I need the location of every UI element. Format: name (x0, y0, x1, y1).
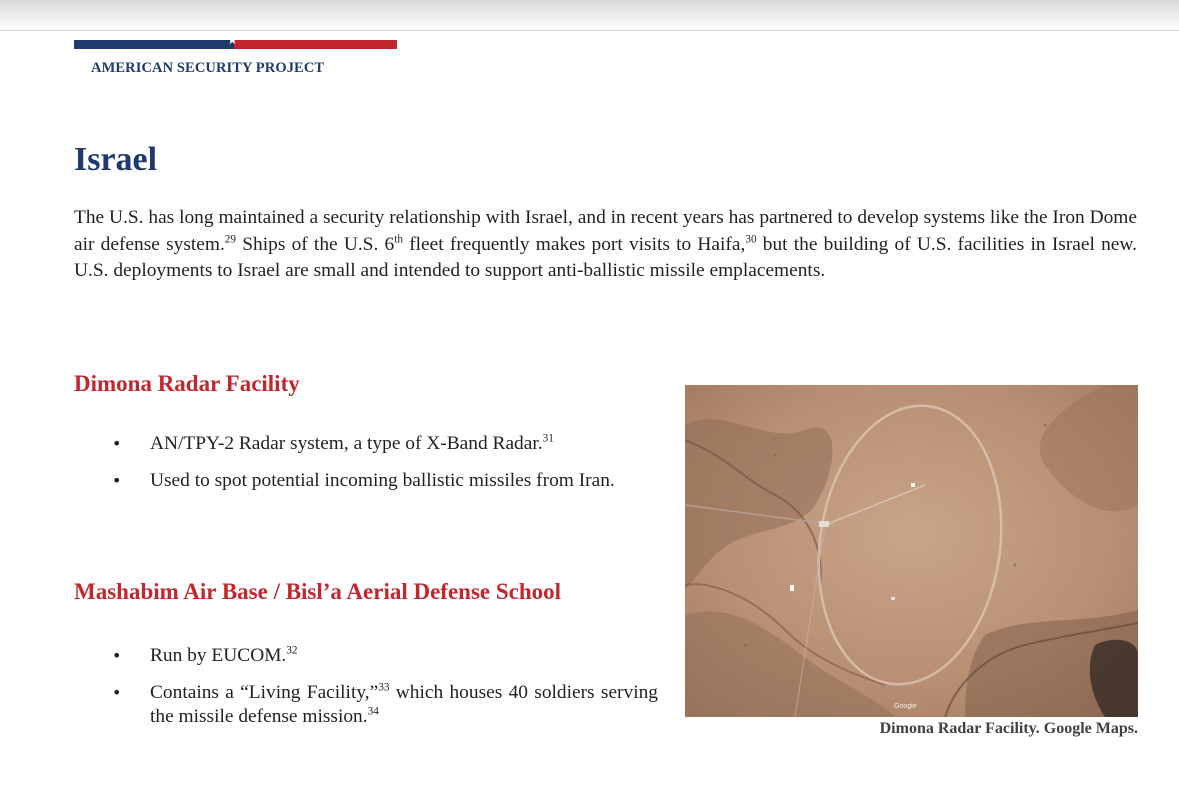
mashabim-bullet-list (112, 644, 658, 742)
brand-bar-blue (74, 40, 234, 49)
intro-text-2: Ships of the U.S. 6 (236, 233, 395, 255)
section-title: Israel (74, 141, 158, 178)
list-item (112, 644, 658, 668)
bullet-icon: • (112, 471, 122, 490)
dimona-bullet-list (112, 432, 658, 506)
list-item (112, 681, 658, 729)
footnote-33[interactable]: 33 (378, 681, 390, 694)
intro-text-1: The U.S. has long maintained a security relationship with Israel, and in recent years has partnered to develop systems like the Iron Dome air defense system. (74, 207, 1137, 255)
bullet-icon: • (112, 646, 122, 665)
bullet-text: Used to spot potential incoming ballistic missiles from Iran. (150, 470, 615, 491)
bullet-text: Contains a “Living Facility,” (150, 682, 379, 703)
star-icon: ★ (227, 33, 238, 47)
footnote-29[interactable]: 29 (224, 233, 237, 246)
footnote-30[interactable]: 30 (745, 233, 757, 246)
bullet-text: which houses 40 soldiers serving the missile defense mission. (150, 682, 658, 727)
bullet-text: AN/TPY-2 Radar system, a type of X-Band Radar. (150, 433, 543, 454)
brand-name: AMERICAN SECURITY PROJECT (91, 60, 325, 76)
brand-color-bar (74, 33, 397, 49)
satellite-terrain (685, 385, 1138, 717)
map-watermark: Google (894, 703, 917, 710)
heading-dimona-radar-facility: Dimona Radar Facility (74, 371, 300, 396)
heading-mashabim-air-base: Mashabim Air Base / Bisl’a Aerial Defense School (74, 579, 562, 604)
brand-bar-red (234, 40, 397, 49)
intro-paragraph (74, 205, 1137, 285)
list-item (112, 469, 658, 493)
intro-text-3: fleet frequently makes port visits to Haifa, (403, 233, 746, 255)
bullet-icon: • (112, 683, 122, 702)
satellite-image (685, 385, 1138, 717)
ordinal-suffix: th (394, 233, 403, 246)
bullet-icon: • (112, 434, 122, 453)
bullet-text: Run by EUCOM. (150, 645, 287, 666)
footnote-34[interactable]: 34 (367, 705, 379, 718)
figure-caption: Dimona Radar Facility. Google Maps. (879, 720, 1138, 737)
footnote-31[interactable]: 31 (542, 432, 554, 445)
list-item (112, 432, 658, 456)
page-top-band (0, 0, 1179, 31)
intro-text-4: but the building of U.S. facilities in Israel new. U.S. deployments to Israel are small and intended to support anti-ballistic missile emplacements. (74, 233, 1137, 281)
footnote-32[interactable]: 32 (286, 644, 298, 657)
